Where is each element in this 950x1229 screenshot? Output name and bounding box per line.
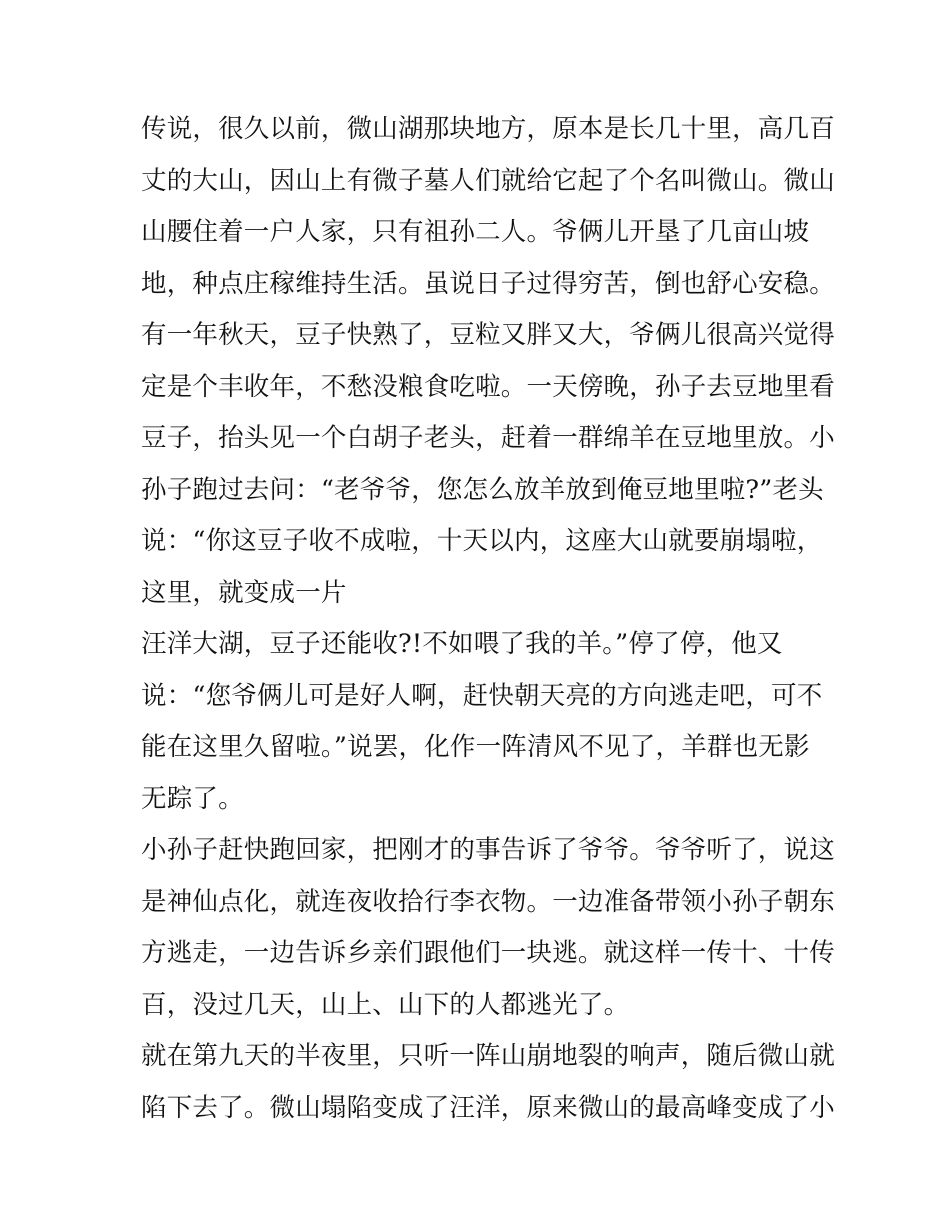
- text-line: 是神仙点化，就连夜收拾行李衣物。一边准备带领小孙子朝东: [141, 886, 835, 917]
- text-line: 就在第九天的半夜里，只听一阵山崩地裂的响声，随后微山就: [141, 1041, 835, 1071]
- text-line: 这里，就变成一片: [141, 577, 347, 608]
- text-line: 传说，很久以前，微山湖那块地方，原本是长几十里，高几百: [141, 114, 835, 144]
- text-line: 陷下去了。微山塌陷变成了汪洋，原来微山的最高峰变成了小: [141, 1092, 835, 1123]
- text-line: 豆子，抬头见一个白胡子老头，赶着一群绵羊在豆地里放。小: [141, 423, 835, 453]
- text-line: 小孙子赶快跑回家，把刚才的事告诉了爷爷。爷爷听了，说这: [141, 835, 835, 865]
- text-line: 地，种点庄稼维持生活。虽说日子过得穷苦，倒也舒心安稳。: [141, 268, 835, 299]
- text-line: 丈的大山，因山上有微子墓人们就给它起了个名叫微山。微山: [141, 165, 835, 196]
- text-line: 说：“你这豆子收不成啦，十天以内，这座大山就要崩塌啦，: [141, 526, 823, 556]
- text-line: 定是个丰收年，不愁没粮食吃啦。一天傍晚，孙子去豆地里看: [141, 371, 835, 402]
- text-line: 说：“您爷俩儿可是好人啊，赶快朝天亮的方向逃走吧，可不: [141, 680, 823, 711]
- text-line: 山腰住着一户人家，只有祖孙二人。爷俩儿开垦了几亩山坡: [141, 217, 810, 247]
- text-line: 方逃走，一边告诉乡亲们跟他们一块逃。就这样一传十、十传: [141, 938, 835, 968]
- text-line: 能在这里久留啦。”说罢，化作一阵清风不见了，羊群也无影: [141, 732, 810, 762]
- text-line: 百，没过几天，山上、山下的人都逃光了。: [141, 989, 630, 1020]
- text-line: 无踪了。: [141, 783, 244, 814]
- text-line: 孙子跑过去问：“老爷爷，您怎么放羊放到俺豆地里啦?”老头: [141, 474, 824, 505]
- story-text: [141, 104, 835, 1134]
- text-line: 有一年秋天，豆子快熟了，豆粒又胖又大，爷俩儿很高兴觉得: [141, 320, 835, 350]
- text-line: 汪洋大湖，豆子还能收?!不如喂了我的羊。”停了停，他又: [141, 629, 783, 659]
